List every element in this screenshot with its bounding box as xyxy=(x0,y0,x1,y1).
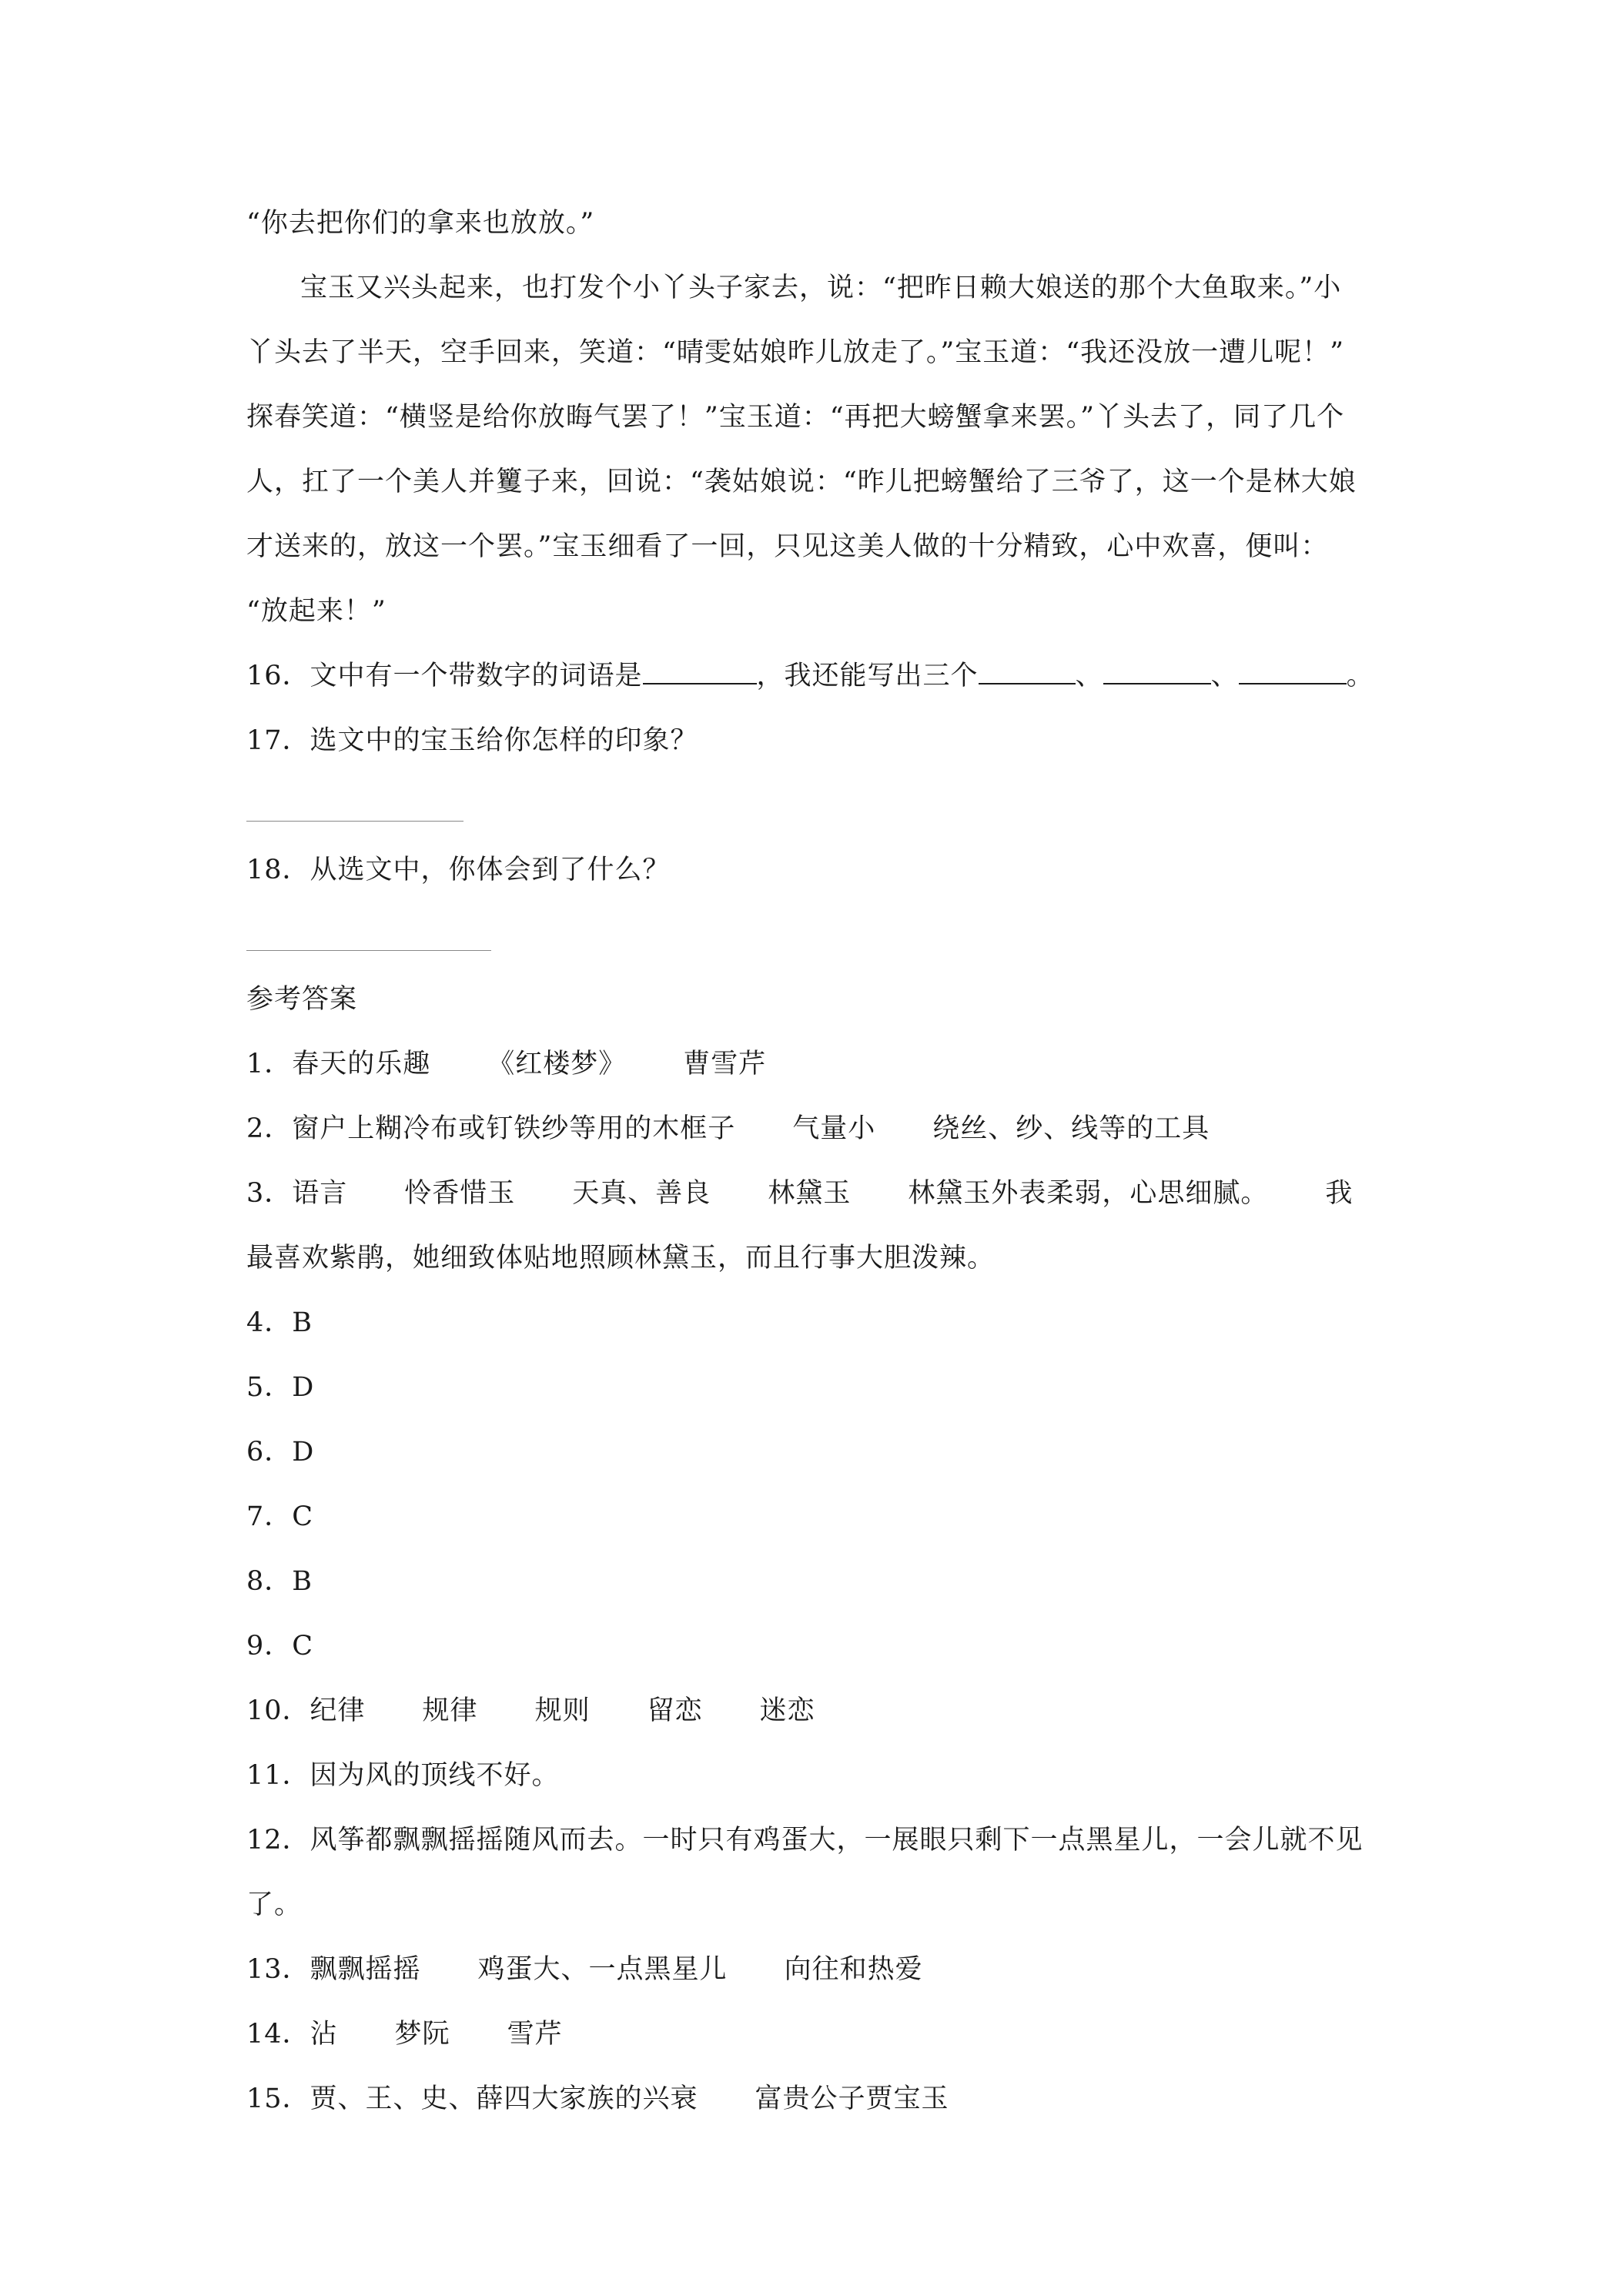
answer-9: 9．C xyxy=(246,1631,314,1662)
separator: 、 xyxy=(1210,661,1239,691)
answer-item: 曹雪芹 xyxy=(683,1049,767,1079)
question-18: 18．从选文中，你体会到了什么？ xyxy=(246,855,671,885)
answer-item: 梦阮 xyxy=(394,2019,450,2050)
answer-item: 绕丝、纱、线等的工具 xyxy=(932,1113,1210,1144)
answer-item: 《红楼梦》 xyxy=(487,1049,627,1079)
answer-8: 8．B xyxy=(246,1566,313,1597)
answer-item: 规律 xyxy=(422,1695,478,1726)
answer-item: 14．沾 xyxy=(246,2019,338,2050)
passage-line: “你去把你们的拿来也放放。” xyxy=(246,208,595,239)
answer-6: 6．D xyxy=(246,1437,315,1468)
answer-item: 天真、善良 xyxy=(572,1178,711,1209)
answer-blank[interactable] xyxy=(643,660,757,684)
answer-item: 1．春天的乐趣 xyxy=(246,1049,431,1079)
passage-line: 丫头去了半天，空手回来，笑道：“晴雯姑娘昨儿放走了。”宝玉道：“我还没放一遭儿呢！” xyxy=(246,337,1345,368)
answer-item: 雪芹 xyxy=(507,2019,563,2050)
passage-line: 人，扛了一个美人并籰子来，回说：“袭姑娘说：“昨儿把螃蟹给了三爷了，这一个是林大娘 xyxy=(246,467,1357,497)
answer-4: 4．B xyxy=(246,1307,313,1338)
answer-blank[interactable] xyxy=(1103,660,1211,684)
answer-item: 向往和热爱 xyxy=(784,1954,923,1985)
question-16-text: 16．文中有一个带数字的词语是 xyxy=(246,661,643,691)
answer-item: 我 xyxy=(1325,1178,1354,1209)
answer-item: 3．语言 xyxy=(246,1178,348,1209)
answer-item: 13．飘飘摇摇 xyxy=(246,1954,421,1985)
answer-15 xyxy=(246,2067,1386,2131)
question-16-text: ，我还能写出三个 xyxy=(756,661,979,691)
answer-item: 规则 xyxy=(534,1695,591,1726)
answer-item: 林黛玉外表柔弱，心思细腻。 xyxy=(908,1178,1269,1209)
answer-line-17[interactable] xyxy=(246,773,1386,838)
answer-item: 鸡蛋大、一点黑星儿 xyxy=(477,1954,728,1985)
passage-line: 探春笑道：“横竖是给你放晦气罢了！”宝玉道：“再把大螃蟹拿来罢。”丫头去了，同了几个 xyxy=(246,402,1345,433)
answer-item: 留恋 xyxy=(647,1695,703,1726)
answer-12: 12．风筝都飘飘摇摇随风而去。一时只有鸡蛋大，一展眼只剩下一点黑星儿，一会儿就不见 xyxy=(246,1825,1364,1856)
answer-item: 10．纪律 xyxy=(246,1695,366,1726)
answer-14 xyxy=(246,2002,1386,2067)
answer-rule xyxy=(246,821,463,822)
answer-1 xyxy=(246,1032,1386,1096)
answer-10 xyxy=(246,1678,1386,1743)
answer-7: 7．C xyxy=(246,1501,314,1532)
separator: 、 xyxy=(1075,661,1103,691)
answer-item: 迷恋 xyxy=(759,1695,815,1726)
answer-line-18[interactable] xyxy=(246,902,1386,967)
answer-item: 2．窗户上糊冷布或钉铁纱等用的木框子 xyxy=(246,1113,736,1144)
answer-2 xyxy=(246,1096,1386,1161)
answer-3-continued: 最喜欢紫鹃，她细致体贴地照顾林黛玉，而且行事大胆泼辣。 xyxy=(246,1243,996,1274)
answer-item: 气量小 xyxy=(792,1113,876,1144)
passage-line: 才送来的，放这一个罢。”宝玉细看了一回，只见这美人做的十分精致，心中欢喜，便叫： xyxy=(246,531,1329,562)
answers-heading: 参考答案 xyxy=(246,984,358,1015)
answer-5: 5．D xyxy=(246,1372,315,1403)
question-16 xyxy=(246,644,1386,708)
answer-item: 怜香惜玉 xyxy=(404,1178,516,1209)
passage-line: 宝玉又兴头起来，也打发个小丫头子家去，说：“把昨日赖大娘送的那个大鱼取来。”小 xyxy=(300,273,1342,303)
answer-13 xyxy=(246,1937,1386,2002)
answer-item: 15．贾、王、史、薛四大家族的兴衰 xyxy=(246,2083,698,2114)
question-17: 17．选文中的宝玉给你怎样的印象？ xyxy=(246,725,698,756)
answer-12-continued: 了。 xyxy=(246,1889,303,1920)
document-content xyxy=(246,191,1386,2131)
answer-blank[interactable] xyxy=(979,660,1076,684)
passage-line: “放起来！” xyxy=(246,596,387,627)
answer-3 xyxy=(246,1161,1386,1226)
answer-11: 11．因为风的顶线不好。 xyxy=(246,1760,560,1791)
reference-answers xyxy=(246,967,1386,2131)
answer-item: 林黛玉 xyxy=(768,1178,852,1209)
question-16-end: 。 xyxy=(1346,661,1374,691)
answer-item: 富贵公子贾宝玉 xyxy=(755,2083,949,2114)
answer-blank[interactable] xyxy=(1239,660,1347,684)
answer-rule xyxy=(246,950,491,951)
